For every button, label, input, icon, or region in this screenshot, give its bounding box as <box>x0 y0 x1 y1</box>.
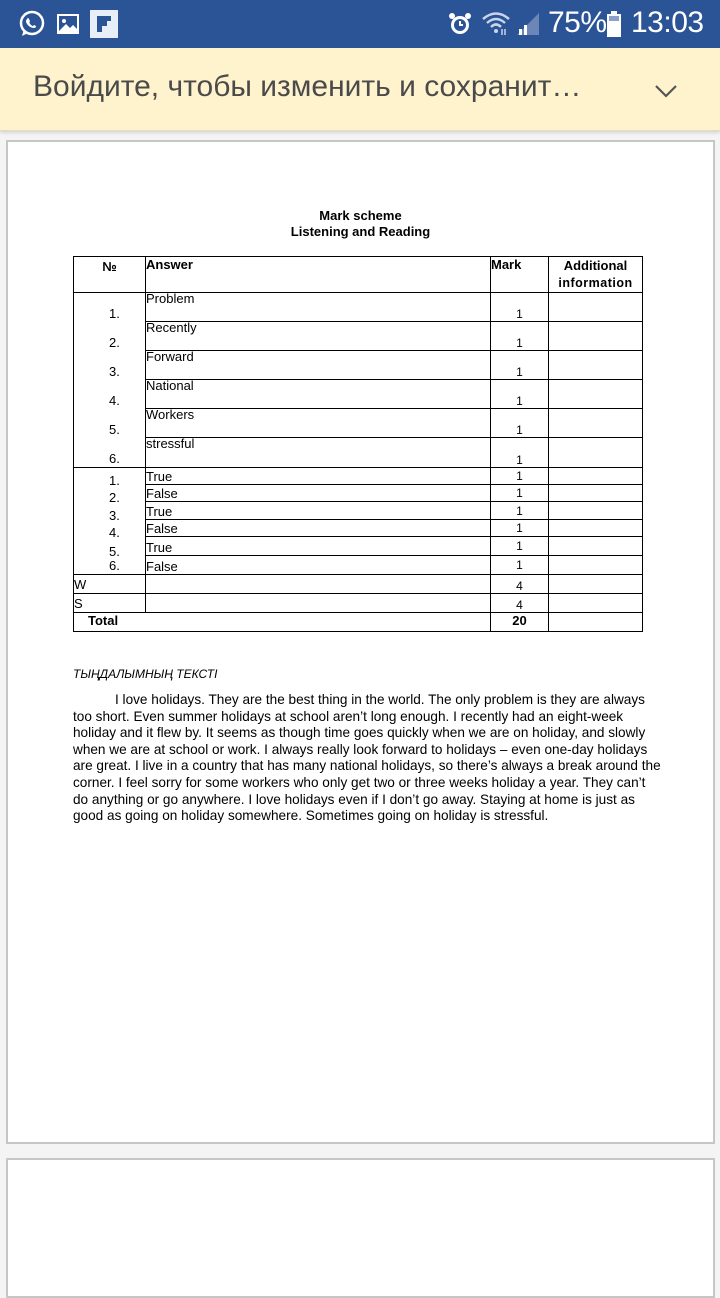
doc-subtitle: Listening and Reading <box>290 224 431 239</box>
row-additional <box>549 438 643 468</box>
row-number-text: 5. <box>109 421 120 437</box>
row-number <box>74 322 146 351</box>
row-number <box>74 438 146 468</box>
table-row <box>74 575 643 594</box>
row-additional <box>549 485 643 502</box>
row-number-text: 1. <box>109 305 120 321</box>
table-row <box>74 556 643 575</box>
row-additional <box>549 537 643 556</box>
row-number: S <box>74 594 146 613</box>
row-additional <box>549 380 643 409</box>
section-reading <box>74 468 643 575</box>
row-answer <box>146 594 491 613</box>
document-page <box>6 140 715 1144</box>
row-mark: 1 <box>491 468 549 485</box>
row-answer <box>146 351 491 380</box>
listening-heading: ТЫҢДАЛЫМНЫҢ ТЕКСТІ <box>73 667 218 681</box>
section-listening <box>74 293 643 468</box>
row-mark: 1 <box>491 438 549 468</box>
row-mark: 1 <box>491 322 549 351</box>
battery-icon <box>604 9 624 39</box>
whatsapp-icon <box>16 9 48 39</box>
row-number <box>74 293 146 322</box>
answer-text: False <box>146 521 178 536</box>
row-number: W <box>74 575 146 594</box>
answer-text: True <box>146 540 173 555</box>
row-mark: 1 <box>491 293 549 322</box>
total-additional <box>549 613 643 632</box>
row-number <box>74 556 146 575</box>
row-additional <box>549 468 643 485</box>
header-additional-line2: information <box>558 276 633 290</box>
row-mark: 1 <box>491 502 549 520</box>
sign-in-banner-text[interactable]: Войдите, чтобы изменить и сохранит… <box>33 70 582 103</box>
clock-time: 13:03 <box>631 6 704 39</box>
row-answer <box>146 537 491 556</box>
header-additional <box>549 257 643 293</box>
row-answer <box>146 380 491 409</box>
row-number <box>74 537 146 559</box>
row-additional <box>549 293 643 322</box>
answer-text: Problem <box>146 291 195 306</box>
row-mark: 1 <box>491 485 549 502</box>
row-additional <box>549 594 643 613</box>
row-number-text: 4. <box>109 524 120 540</box>
row-number-text: 6. <box>109 451 120 466</box>
answer-text: False <box>146 559 178 574</box>
header-additional-line1: Additional <box>563 258 628 273</box>
row-answer <box>146 575 491 594</box>
table-row <box>74 537 643 556</box>
row-number-text: 3. <box>109 363 120 379</box>
row-additional <box>549 409 643 438</box>
row-mark: 1 <box>491 520 549 537</box>
row-number <box>74 380 146 409</box>
row-answer <box>146 438 491 468</box>
row-number-text: 5. <box>109 543 120 559</box>
row-answer <box>146 502 491 520</box>
answer-text: Workers <box>146 407 195 422</box>
listening-text: I love holidays. They are the best thing in the world. The only problem is they are always too short. Even summer holidays at school aren’t long enough. I recently had an eight-week holiday and it flew by. It seems as though time goes quickly when we are on holiday, and slowly when we are at school or work. I always really look forward to holidays – even one-day holidays are great. I live in a country that has many national holidays, so there’s always a break around the corner. I feel sorry for some workers who only get two or three weeks holiday a year. They can’t do anything or go anywhere. I love holidays even if I don’t go away. Staying at home is just as good as going on holiday somewhere. Sometimes going on holiday is stressful. <box>73 692 661 824</box>
answer-text: True <box>146 469 173 484</box>
table-row <box>74 485 643 502</box>
total-label: Total <box>74 613 491 632</box>
chevron-down-icon[interactable] <box>650 74 682 106</box>
row-number <box>74 351 146 380</box>
row-mark: 1 <box>491 409 549 438</box>
row-mark: 4 <box>491 594 549 613</box>
row-number-text: 3. <box>109 507 120 523</box>
row-answer <box>146 556 491 575</box>
row-additional <box>549 351 643 380</box>
answer-text: stressful <box>146 436 195 451</box>
row-additional <box>549 575 643 594</box>
doc-title: Mark scheme <box>319 208 402 223</box>
table-row <box>74 409 643 438</box>
table-row <box>74 438 643 468</box>
table-row <box>74 293 643 322</box>
answer-text: True <box>146 504 173 519</box>
row-number-text: 2. <box>109 489 120 505</box>
total-row <box>74 613 643 632</box>
header-answer: Answer <box>146 257 491 293</box>
table-row <box>74 322 643 351</box>
row-additional <box>549 520 643 537</box>
table-row <box>74 351 643 380</box>
sign-in-banner[interactable] <box>0 48 720 131</box>
answer-text: National <box>146 378 194 393</box>
row-number <box>74 485 146 505</box>
row-answer <box>146 293 491 322</box>
row-answer <box>146 520 491 537</box>
row-answer <box>146 485 491 502</box>
signal-icon <box>514 9 542 39</box>
row-mark: 4 <box>491 575 549 594</box>
row-answer <box>146 322 491 351</box>
table-row <box>74 502 643 520</box>
status-bar <box>0 0 720 48</box>
battery-percent: 75% <box>548 6 607 39</box>
row-number-text: 4. <box>109 392 120 408</box>
row-number-text: 2. <box>109 334 120 350</box>
row-mark: 1 <box>491 380 549 409</box>
row-mark: 1 <box>491 351 549 380</box>
answer-text: Recently <box>146 320 197 335</box>
row-additional <box>549 502 643 520</box>
table-row <box>74 468 643 485</box>
alarm-icon <box>446 9 474 39</box>
row-additional <box>549 556 643 575</box>
table-row <box>74 380 643 409</box>
row-number <box>74 409 146 438</box>
row-mark: 1 <box>491 556 549 575</box>
table-row <box>74 520 643 537</box>
section-extra <box>74 575 643 613</box>
header-number: № <box>74 257 146 293</box>
total-value: 20 <box>491 613 549 632</box>
row-additional <box>549 322 643 351</box>
mark-scheme-table <box>73 256 643 632</box>
row-answer <box>146 468 491 485</box>
answer-text: False <box>146 486 178 501</box>
answer-text: Forward <box>146 349 194 364</box>
header-mark: Mark <box>491 257 549 293</box>
document-page-2 <box>6 1158 715 1298</box>
row-number <box>74 520 146 540</box>
row-number-text: 1. <box>109 472 120 488</box>
flipboard-icon <box>90 9 118 39</box>
gallery-icon <box>55 9 81 39</box>
row-mark: 1 <box>491 537 549 556</box>
table-header-row <box>74 257 643 293</box>
row-number-text: 6. <box>109 558 120 573</box>
table-row <box>74 594 643 613</box>
row-answer <box>146 409 491 438</box>
row-number <box>74 502 146 523</box>
wifi-icon <box>480 9 512 39</box>
row-number <box>74 468 146 488</box>
